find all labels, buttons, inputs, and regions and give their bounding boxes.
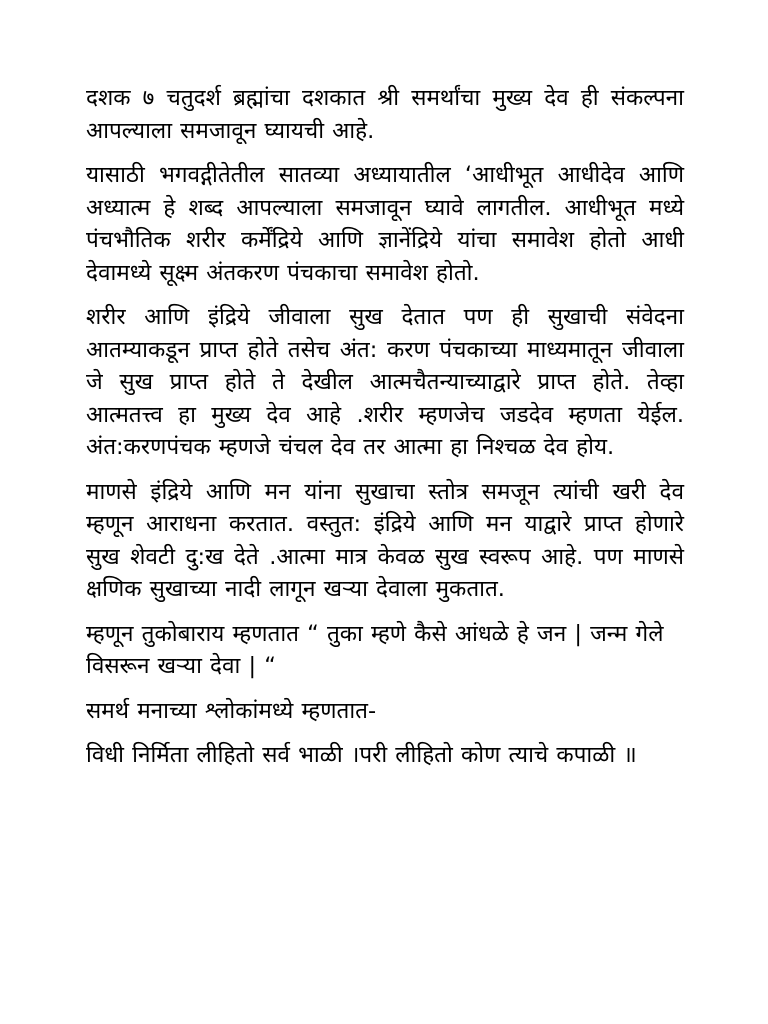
paragraph-6: समर्थ मनाच्या श्लोकांमध्ये म्हणतात- (86, 697, 377, 724)
paragraph-2: यासाठी भगवद्गीतेतील सातव्या अध्यायातील ‘आधीभूत आधीदेव आणि अध्यात्म हे शब्द आपल्याला समजावून घ्यावे लागतील. आधीभूत मध्ये पंचभौतिक शरीर कर्मेंद्रिये आणि ज्ञानेंद्रिये यांचा समावेश होतो आधी देवामध्ये सूक्ष्म अंतकरण पंचकाचा समावेश होतो. (86, 162, 684, 286)
paragraph-7-verse: विधी निर्मिता लीहितो सर्व भाळी ।परी लीहितो कोण त्याचे कपाळी ॥ (86, 742, 637, 768)
paragraph-1: दशक ७ चतुदर्श ब्रह्मांचा दशकात श्री समर्थांचा मुख्य देव ही संकल्पना आपल्याला समजावून घ्यायची आहे. (86, 85, 684, 144)
paragraph-4: माणसे इंद्रिये आणि मन यांना सुखाचा स्तोत्र समजून त्यांची खरी देव म्हणून आराधना करतात. वस्तुत: इंद्रिये आणि मन याद्वारे प्राप्त होणारे सुख शेवटी दु:ख देते .आत्मा मात्र केवळ सुख स्वरूप आहे. पण माणसे क्षणिक सुखाच्या नादी लागून खऱ्या देवाला मुकतात. (86, 478, 684, 602)
paragraph-5-tukaram-quote: म्हणून तुकोबाराय म्हणतात “ तुका म्हणे कैसे आंधळे हे जन | जन्म गेले विसरून खऱ्या देवा | “ (86, 620, 664, 679)
paragraph-3: शरीर आणि इंद्रिये जीवाला सुख देतात पण ही सुखाची संवेदना आतम्याकडून प्राप्त होते तसेच अंत: करण पंचकाच्या माध्यमातून जीवाला जे सुख प्राप्त होते ते देखील आत्मचैतन्याच्याद्वारे प्राप्त होते. तेव्हा आत्मतत्त्व हा मुख्य देव आहे .शरीर म्हणजेच जडदेव म्हणता येईल. अंत:करणपंचक म्हणजे चंचल देव तर आत्मा हा निश्चळ देव होय. (86, 304, 684, 460)
